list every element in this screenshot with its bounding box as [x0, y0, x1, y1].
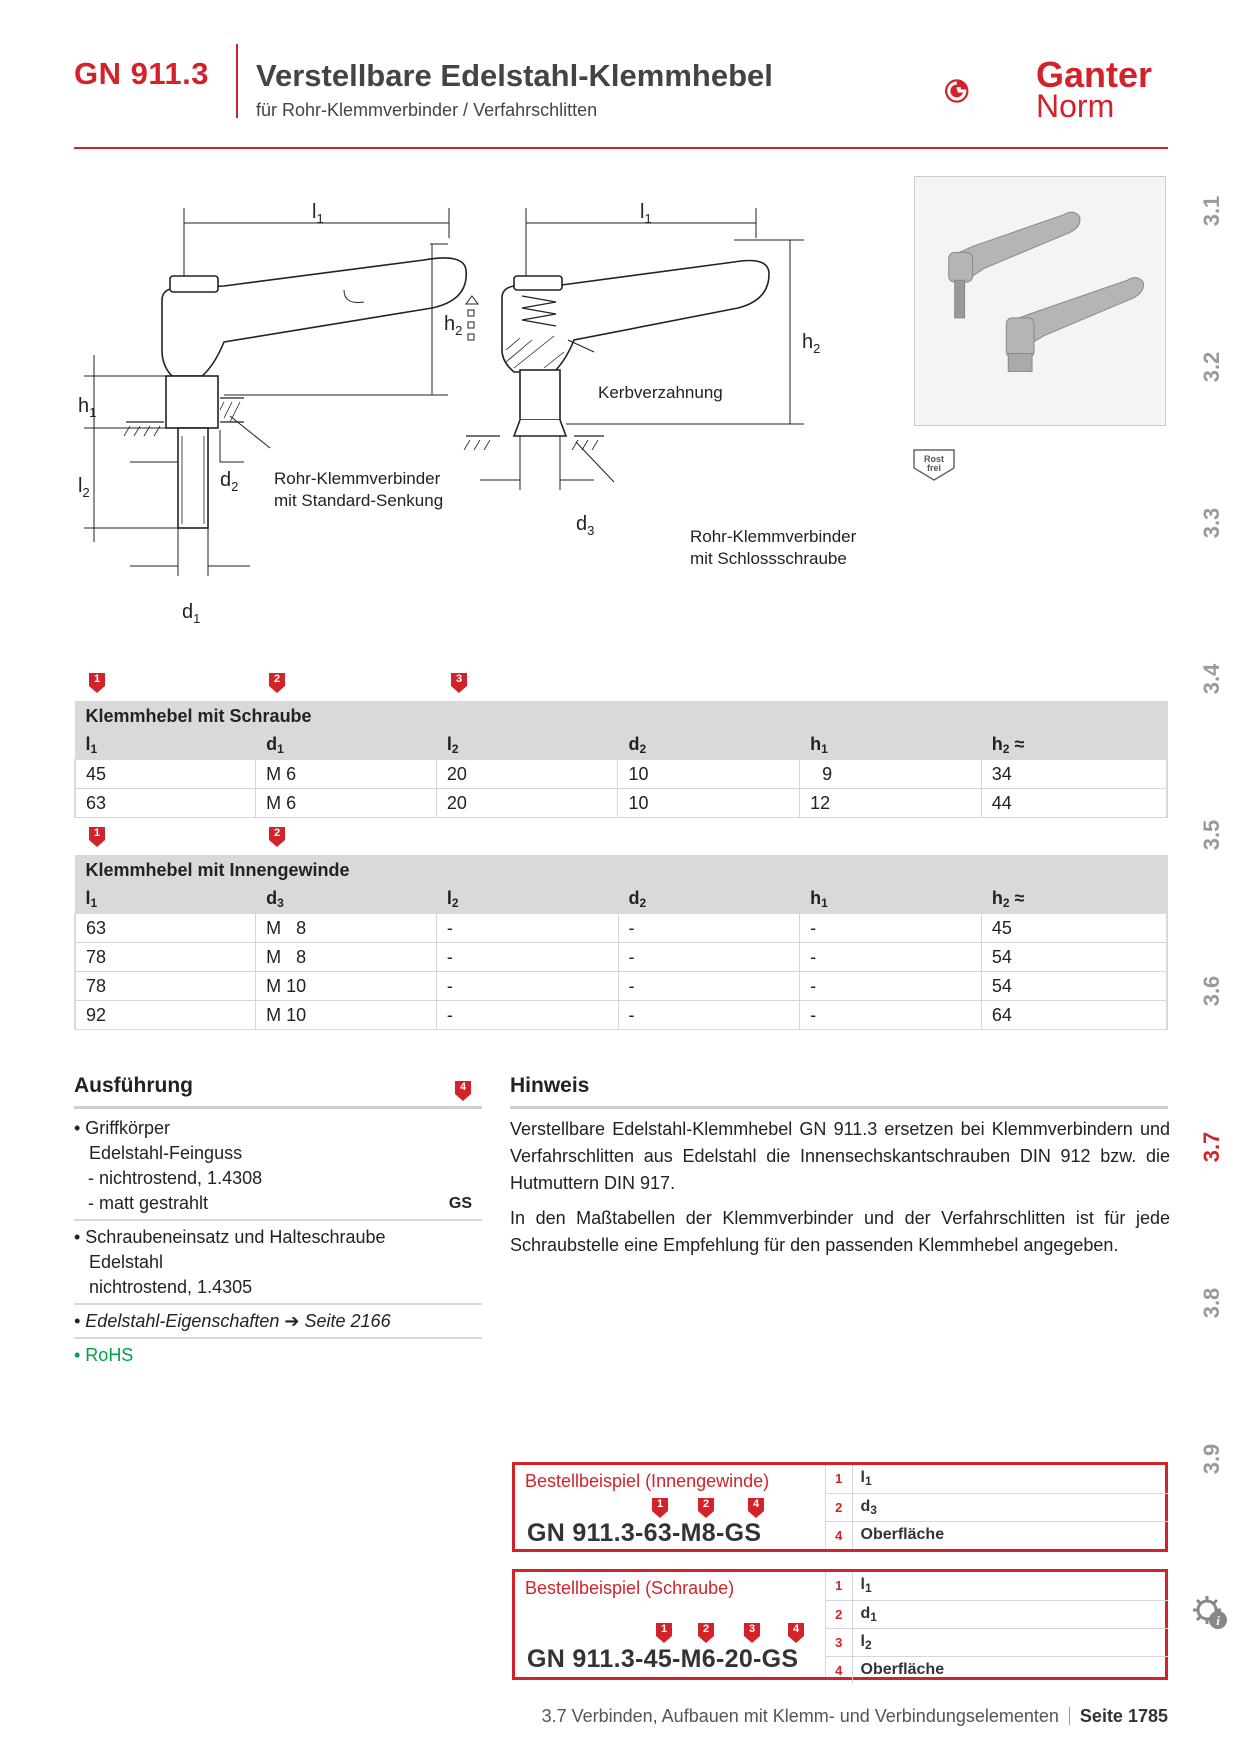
table-cell: 45 — [75, 760, 256, 789]
table-cell: - — [618, 914, 800, 943]
chapter-tab-3-5[interactable]: 3.5 — [1199, 819, 1224, 851]
svg-text:Rost: Rost — [924, 454, 944, 464]
dim-l1-right: $l_1$ — [640, 201, 652, 226]
callout-standard-line1: Rohr-Klemmverbinder — [274, 469, 441, 488]
rohs-label: • RoHS — [74, 1345, 134, 1365]
list-item: nichtrostend, 1.4305 — [89, 1277, 253, 1297]
svg-text:frei: frei — [926, 463, 942, 473]
marker-shield-icon: 2 — [697, 1497, 715, 1519]
header-rule — [74, 147, 1168, 149]
hinweis-paragraph: Verstellbare Edelstahl-Klemmhebel GN 911.3 ersetzen bei Klemmverbindern und Verfahrschlitten aus Edelstahl die Innensechskantschrauben DIN 912 bzw. die Hutmuttern DIN 917. — [510, 1119, 1170, 1193]
table-cell: - — [800, 914, 982, 943]
table-cell: M 6 — [256, 789, 437, 818]
chapter-tab-3-3[interactable]: 3.3 — [1199, 507, 1224, 539]
table-cell: - — [618, 1001, 800, 1030]
table-cell: 9 — [800, 760, 982, 789]
marker-shield-icon: 2 — [268, 826, 286, 848]
order-example-schraube — [512, 1569, 1168, 1680]
callout-schloss-line2: mit Schlossschraube — [690, 549, 847, 568]
marker-shield-icon: 2 — [268, 672, 286, 694]
link-edelstahl-eigenschaften[interactable]: • Edelstahl-Eigenschaften ➔ Seite 2166 — [74, 1311, 391, 1331]
order-legend — [826, 1465, 1168, 1549]
dim-l1-left: $l_1$ — [312, 201, 324, 226]
chapter-tab-3-2[interactable]: 3.2 — [1199, 351, 1224, 383]
list-item: - nichtrostend, 1.4308 — [88, 1168, 263, 1188]
column-header: $h_2$ ≈ — [981, 885, 1167, 914]
table-klemmhebel-schraube — [74, 701, 1168, 818]
chapter-tab-3-6[interactable]: 3.6 — [1199, 975, 1224, 1007]
order-example-label: Bestellbeispiel (Innengewinde) — [525, 1471, 770, 1491]
table-cell: 12 — [800, 789, 982, 818]
logo-wordmark-norm: Norm — [1036, 88, 1115, 124]
marker-shield-icon: 4 — [747, 1497, 765, 1519]
hinweis-text — [510, 1116, 1170, 1267]
table-cell: - — [800, 943, 982, 972]
table-cell: M 10 — [256, 972, 437, 1001]
page-title: Verstellbare Edelstahl-Klemmhebel — [256, 58, 773, 93]
table-cell: 63 — [75, 914, 256, 943]
table-cell: 20 — [436, 760, 618, 789]
table-cell: - — [618, 972, 800, 1001]
table-cell: - — [800, 1001, 982, 1030]
section-rule — [74, 1106, 482, 1109]
marker-shield-icon: 4 — [787, 1622, 805, 1644]
table-group-title: Klemmhebel mit Schraube — [75, 702, 1167, 731]
dim-l2: $l_2$ — [78, 475, 90, 500]
technical-drawing — [74, 190, 874, 640]
table-cell: 78 — [75, 943, 256, 972]
table-header-row — [75, 885, 1167, 914]
table-cell: 92 — [75, 1001, 256, 1030]
table-row — [75, 914, 1167, 943]
product-photo — [914, 176, 1166, 426]
table-cell: 10 — [618, 760, 800, 789]
legend-row: 2 $d_3$ — [826, 1493, 1168, 1521]
section-title-hinweis: Hinweis — [510, 1074, 590, 1097]
table-cell: M 8 — [256, 914, 437, 943]
table-cell: 63 — [75, 789, 256, 818]
table-cell: - — [436, 943, 618, 972]
column-header: $h_1$ — [800, 885, 982, 914]
chapter-tab-3-7[interactable]: 3.7 — [1199, 1131, 1224, 1163]
order-example-label: Bestellbeispiel (Schraube) — [525, 1578, 735, 1598]
legend-row: 3 $l_2$ — [826, 1628, 1168, 1656]
column-header: $d_2$ — [618, 885, 800, 914]
column-header: $d_1$ — [256, 731, 437, 760]
legend-row: 4 Oberfläche — [826, 1521, 1168, 1549]
svg-text:i: i — [1216, 1613, 1220, 1628]
table-cell: 10 — [618, 789, 800, 818]
table-cell: 34 — [981, 760, 1167, 789]
order-legend — [826, 1572, 1168, 1684]
gear-info-icon[interactable] — [1190, 1592, 1230, 1632]
table-group-title: Klemmhebel mit Innengewinde — [75, 856, 1167, 885]
marker-shield-icon: 3 — [450, 672, 468, 694]
table-row — [75, 1001, 1167, 1030]
column-header: $l_1$ — [75, 731, 256, 760]
marker-shield-icon: 1 — [651, 1497, 669, 1519]
rostfrei-badge-icon — [912, 446, 956, 482]
chapter-tab-3-4[interactable]: 3.4 — [1199, 663, 1224, 695]
list-item: Edelstahl — [89, 1252, 164, 1272]
marker-shield-icon: 3 — [743, 1622, 761, 1644]
chapter-tab-3-9[interactable]: 3.9 — [1199, 1443, 1224, 1475]
section-rule — [510, 1106, 1168, 1109]
surface-code-gs: GS — [448, 1195, 472, 1212]
dim-h2-left: $h_2$ — [444, 313, 463, 338]
table-header-row — [75, 731, 1167, 760]
logo-wordmark-ganter: Ganter — [1036, 54, 1153, 95]
footer-section: 3.7 Verbinden, Aufbauen mit Klemm- und Verbindungselementen — [541, 1706, 1059, 1726]
list-item: Edelstahl-Feinguss — [89, 1143, 243, 1163]
legend-row: 4 Oberfläche — [826, 1656, 1168, 1684]
column-header: $l_1$ — [75, 885, 256, 914]
table-row — [75, 760, 1167, 789]
list-item: • Griffkörper — [74, 1118, 170, 1138]
page-footer — [74, 1706, 1168, 1727]
marker-shield-icon: 1 — [655, 1622, 673, 1644]
page-subtitle: für Rohr-Klemmverbinder / Verfahrschlitten — [256, 100, 598, 120]
table-row — [75, 972, 1167, 1001]
table-cell: M 8 — [256, 943, 437, 972]
chapter-tab-3-1[interactable]: 3.1 — [1199, 195, 1224, 227]
callout-kerbverzahnung: Kerbverzahnung — [598, 383, 723, 402]
marker-shield-icon: 2 — [697, 1622, 715, 1644]
list-item: • Schraubeneinsatz und Halteschraube — [74, 1227, 386, 1247]
dim-d1: $d_1$ — [182, 601, 201, 626]
table-cell: 45 — [981, 914, 1167, 943]
column-header: $l_2$ — [436, 731, 618, 760]
column-header: $d_3$ — [256, 885, 437, 914]
product-code: GN 911.3 — [74, 56, 209, 91]
table-cell: - — [436, 914, 618, 943]
column-header: $d_2$ — [618, 731, 800, 760]
table-cell: 54 — [981, 943, 1167, 972]
table-klemmhebel-innengewinde — [74, 855, 1168, 1030]
table-cell: 20 — [436, 789, 618, 818]
order-example-innengewinde — [512, 1462, 1168, 1552]
page-number: Seite 1785 — [1079, 1706, 1168, 1726]
table-cell: 78 — [75, 972, 256, 1001]
legend-row: 1 $l_1$ — [826, 1572, 1168, 1600]
table-row — [75, 943, 1167, 972]
table-cell: 44 — [981, 789, 1167, 818]
order-code: GN 911.3-45-M6-20-GS — [527, 1645, 799, 1673]
section-title-ausfuehrung: Ausführung — [74, 1074, 193, 1097]
header-divider — [236, 44, 238, 118]
callout-standard-line2: mit Standard-Senkung — [274, 491, 444, 510]
dim-d2: $d_2$ — [220, 469, 239, 494]
legend-row: 1 $l_1$ — [826, 1465, 1168, 1493]
dim-h2-right: $h_2$ — [802, 331, 821, 356]
ausfuehrung-list — [74, 1112, 482, 1368]
callout-schloss-line1: Rohr-Klemmverbinder — [690, 527, 857, 546]
table-cell: - — [800, 972, 982, 1001]
table-cell: 54 — [981, 972, 1167, 1001]
table-cell: - — [436, 1001, 618, 1030]
hinweis-paragraph: In den Maßtabellen der Klemmverbinder und der Verfahrschlitten ist für jede Schraubstelle eine Empfehlung für den passenden Klemmhebel angegeben. — [510, 1208, 1170, 1255]
table-row — [75, 789, 1167, 818]
legend-row: 2 $d_1$ — [826, 1600, 1168, 1628]
chapter-tab-3-8[interactable]: 3.8 — [1199, 1287, 1224, 1319]
order-code: GN 911.3-63-M8-GS — [527, 1519, 762, 1547]
column-header: $l_2$ — [436, 885, 618, 914]
table-cell: - — [618, 943, 800, 972]
dim-d3: $d_3$ — [576, 513, 595, 538]
column-header: $h_1$ — [800, 731, 982, 760]
ganter-logo-icon — [944, 54, 1024, 128]
dim-h1: $h_1$ — [78, 395, 97, 420]
table-cell: M 10 — [256, 1001, 437, 1030]
table-cell: M 6 — [256, 760, 437, 789]
table-cell: 64 — [981, 1001, 1167, 1030]
list-item: - matt gestrahlt GS — [74, 1191, 482, 1216]
table-cell: - — [436, 972, 618, 1001]
marker-shield-icon: 1 — [88, 672, 106, 694]
marker-shield-icon: 1 — [88, 826, 106, 848]
marker-shield-icon: 4 — [454, 1080, 472, 1102]
column-header: $h_2$ ≈ — [981, 731, 1167, 760]
